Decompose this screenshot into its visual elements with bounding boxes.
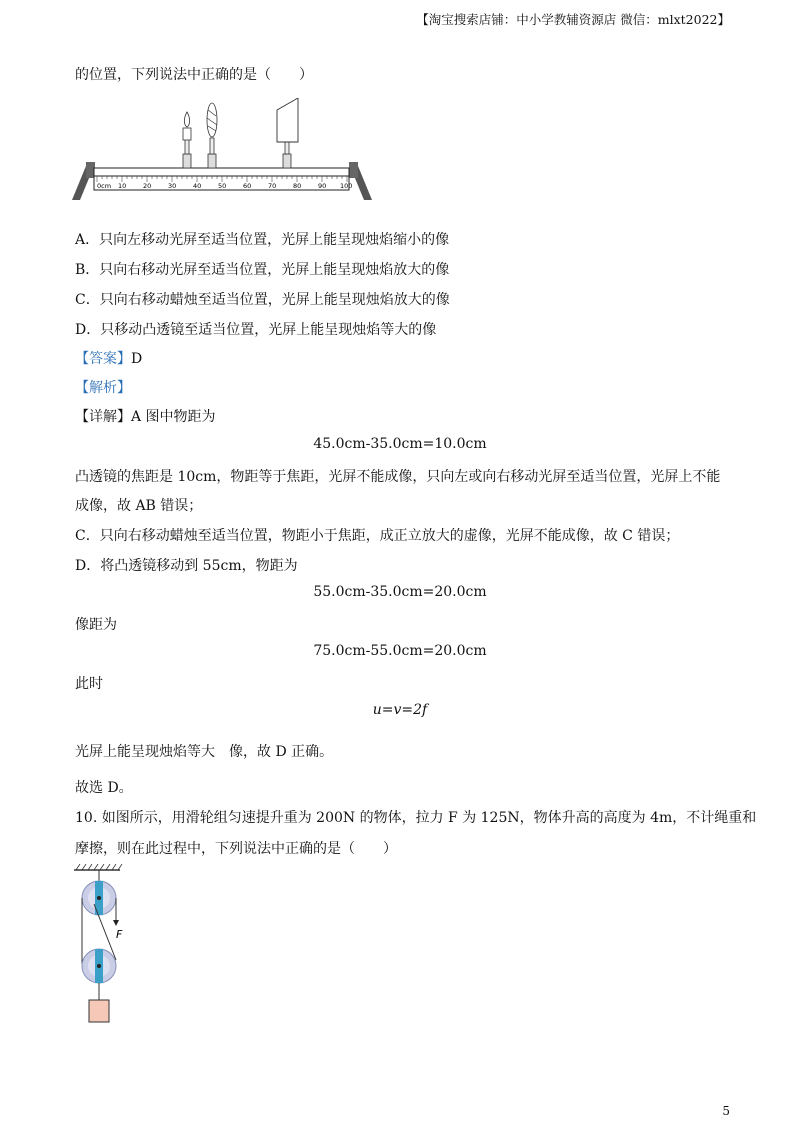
candle bbox=[183, 112, 191, 168]
light-screen bbox=[277, 98, 298, 168]
equation-4: u=v=2f bbox=[372, 702, 428, 718]
ruler-tick-label: 100 bbox=[340, 182, 353, 190]
force-arrow bbox=[113, 920, 119, 926]
ruler-tick-label: 20 bbox=[143, 182, 152, 190]
explanation-d: D．将凸透镜移动到 55cm，物距为 bbox=[75, 558, 298, 574]
bench-right-end bbox=[349, 162, 358, 178]
at-this-time-label: 此时 bbox=[75, 676, 103, 692]
ruler-tick-label: 70 bbox=[268, 182, 277, 190]
conclusion-line: 光屏上能呈现烛焰等大 像，故 D 正确。 bbox=[75, 744, 334, 760]
q9-option-a: A．只向左移动光屏至适当位置，光屏上能呈现烛焰缩小的像 bbox=[75, 232, 450, 248]
movable-pulley bbox=[82, 949, 116, 983]
q10-stem-line-2: 摩擦，则在此过程中，下列说法中正确的是（ ） bbox=[75, 841, 397, 857]
choose-d-line: 故选 D。 bbox=[75, 780, 133, 796]
fixed-pulley bbox=[82, 881, 116, 915]
answer-value: D bbox=[131, 351, 143, 367]
pulley-system-figure bbox=[72, 864, 132, 1026]
equation-2: 55.0cm-35.0cm=20.0cm bbox=[313, 584, 487, 600]
page-header: 【淘宝搜索店铺：中小学教辅资源店 微信：mlxt2022】 bbox=[416, 12, 730, 27]
explanation-c: C．只向右移动蜡烛至适当位置，物距小于焦距，成正立放大的虚像，光屏不能成像，故 C 错误； bbox=[75, 528, 680, 544]
analysis-tag: 【解析】 bbox=[75, 380, 131, 396]
q10-stem-line-1: 10. 如图所示，用滑轮组匀速提升重为 200N 的物体，拉力 F 为 125N，物体升高的高度为 4m，不计绳重和 bbox=[75, 810, 757, 826]
ruler-tick-label: 60 bbox=[243, 182, 252, 190]
equation-1: 45.0cm-35.0cm=10.0cm bbox=[313, 436, 487, 452]
page-number: 5 bbox=[722, 1104, 730, 1118]
q9-option-b: B．只向右移动光屏至适当位置，光屏上能呈现烛焰放大的像 bbox=[75, 262, 450, 278]
convex-lens bbox=[207, 103, 217, 168]
ruler-tick-label: 50 bbox=[218, 182, 227, 190]
image-distance-label: 像距为 bbox=[75, 617, 117, 633]
ruler-tick-label: 40 bbox=[193, 182, 202, 190]
q9-stem-tail: 的位置，下列说法中正确的是（ ） bbox=[75, 67, 313, 83]
answer-tag: 【答案】 bbox=[75, 351, 131, 367]
ruler-tick-label: 30 bbox=[168, 182, 177, 190]
ruler-tick-label: 90 bbox=[318, 182, 327, 190]
explanation-1: 凸透镜的焦距是 10cm，物距等于焦距，光屏不能成像，只向左或向右移动光屏至适当位置，光屏上不能 bbox=[75, 469, 721, 485]
optical-bench-figure bbox=[72, 98, 372, 208]
detail-tag: 【详解】 bbox=[75, 409, 131, 425]
q9-option-c: C．只向右移动蜡烛至适当位置，光屏上能呈现烛焰放大的像 bbox=[75, 292, 450, 308]
detail-a: A 图中物距为 bbox=[131, 409, 216, 425]
equation-3: 75.0cm-55.0cm=20.0cm bbox=[313, 643, 487, 659]
answer-line bbox=[75, 348, 142, 368]
force-label: F bbox=[116, 928, 123, 941]
ruler-tick-label: 10 bbox=[118, 182, 127, 190]
explanation-2: 成像，故 AB 错误； bbox=[75, 498, 203, 514]
ruler-unit-label: 0cm bbox=[97, 182, 112, 190]
bench-rail bbox=[94, 168, 349, 176]
detail-line bbox=[75, 406, 216, 426]
q9-option-d: D．只移动凸透镜至适当位置，光屏上能呈现烛焰等大的像 bbox=[75, 322, 437, 338]
load-block bbox=[89, 1000, 109, 1022]
ruler-tick-label: 80 bbox=[293, 182, 302, 190]
